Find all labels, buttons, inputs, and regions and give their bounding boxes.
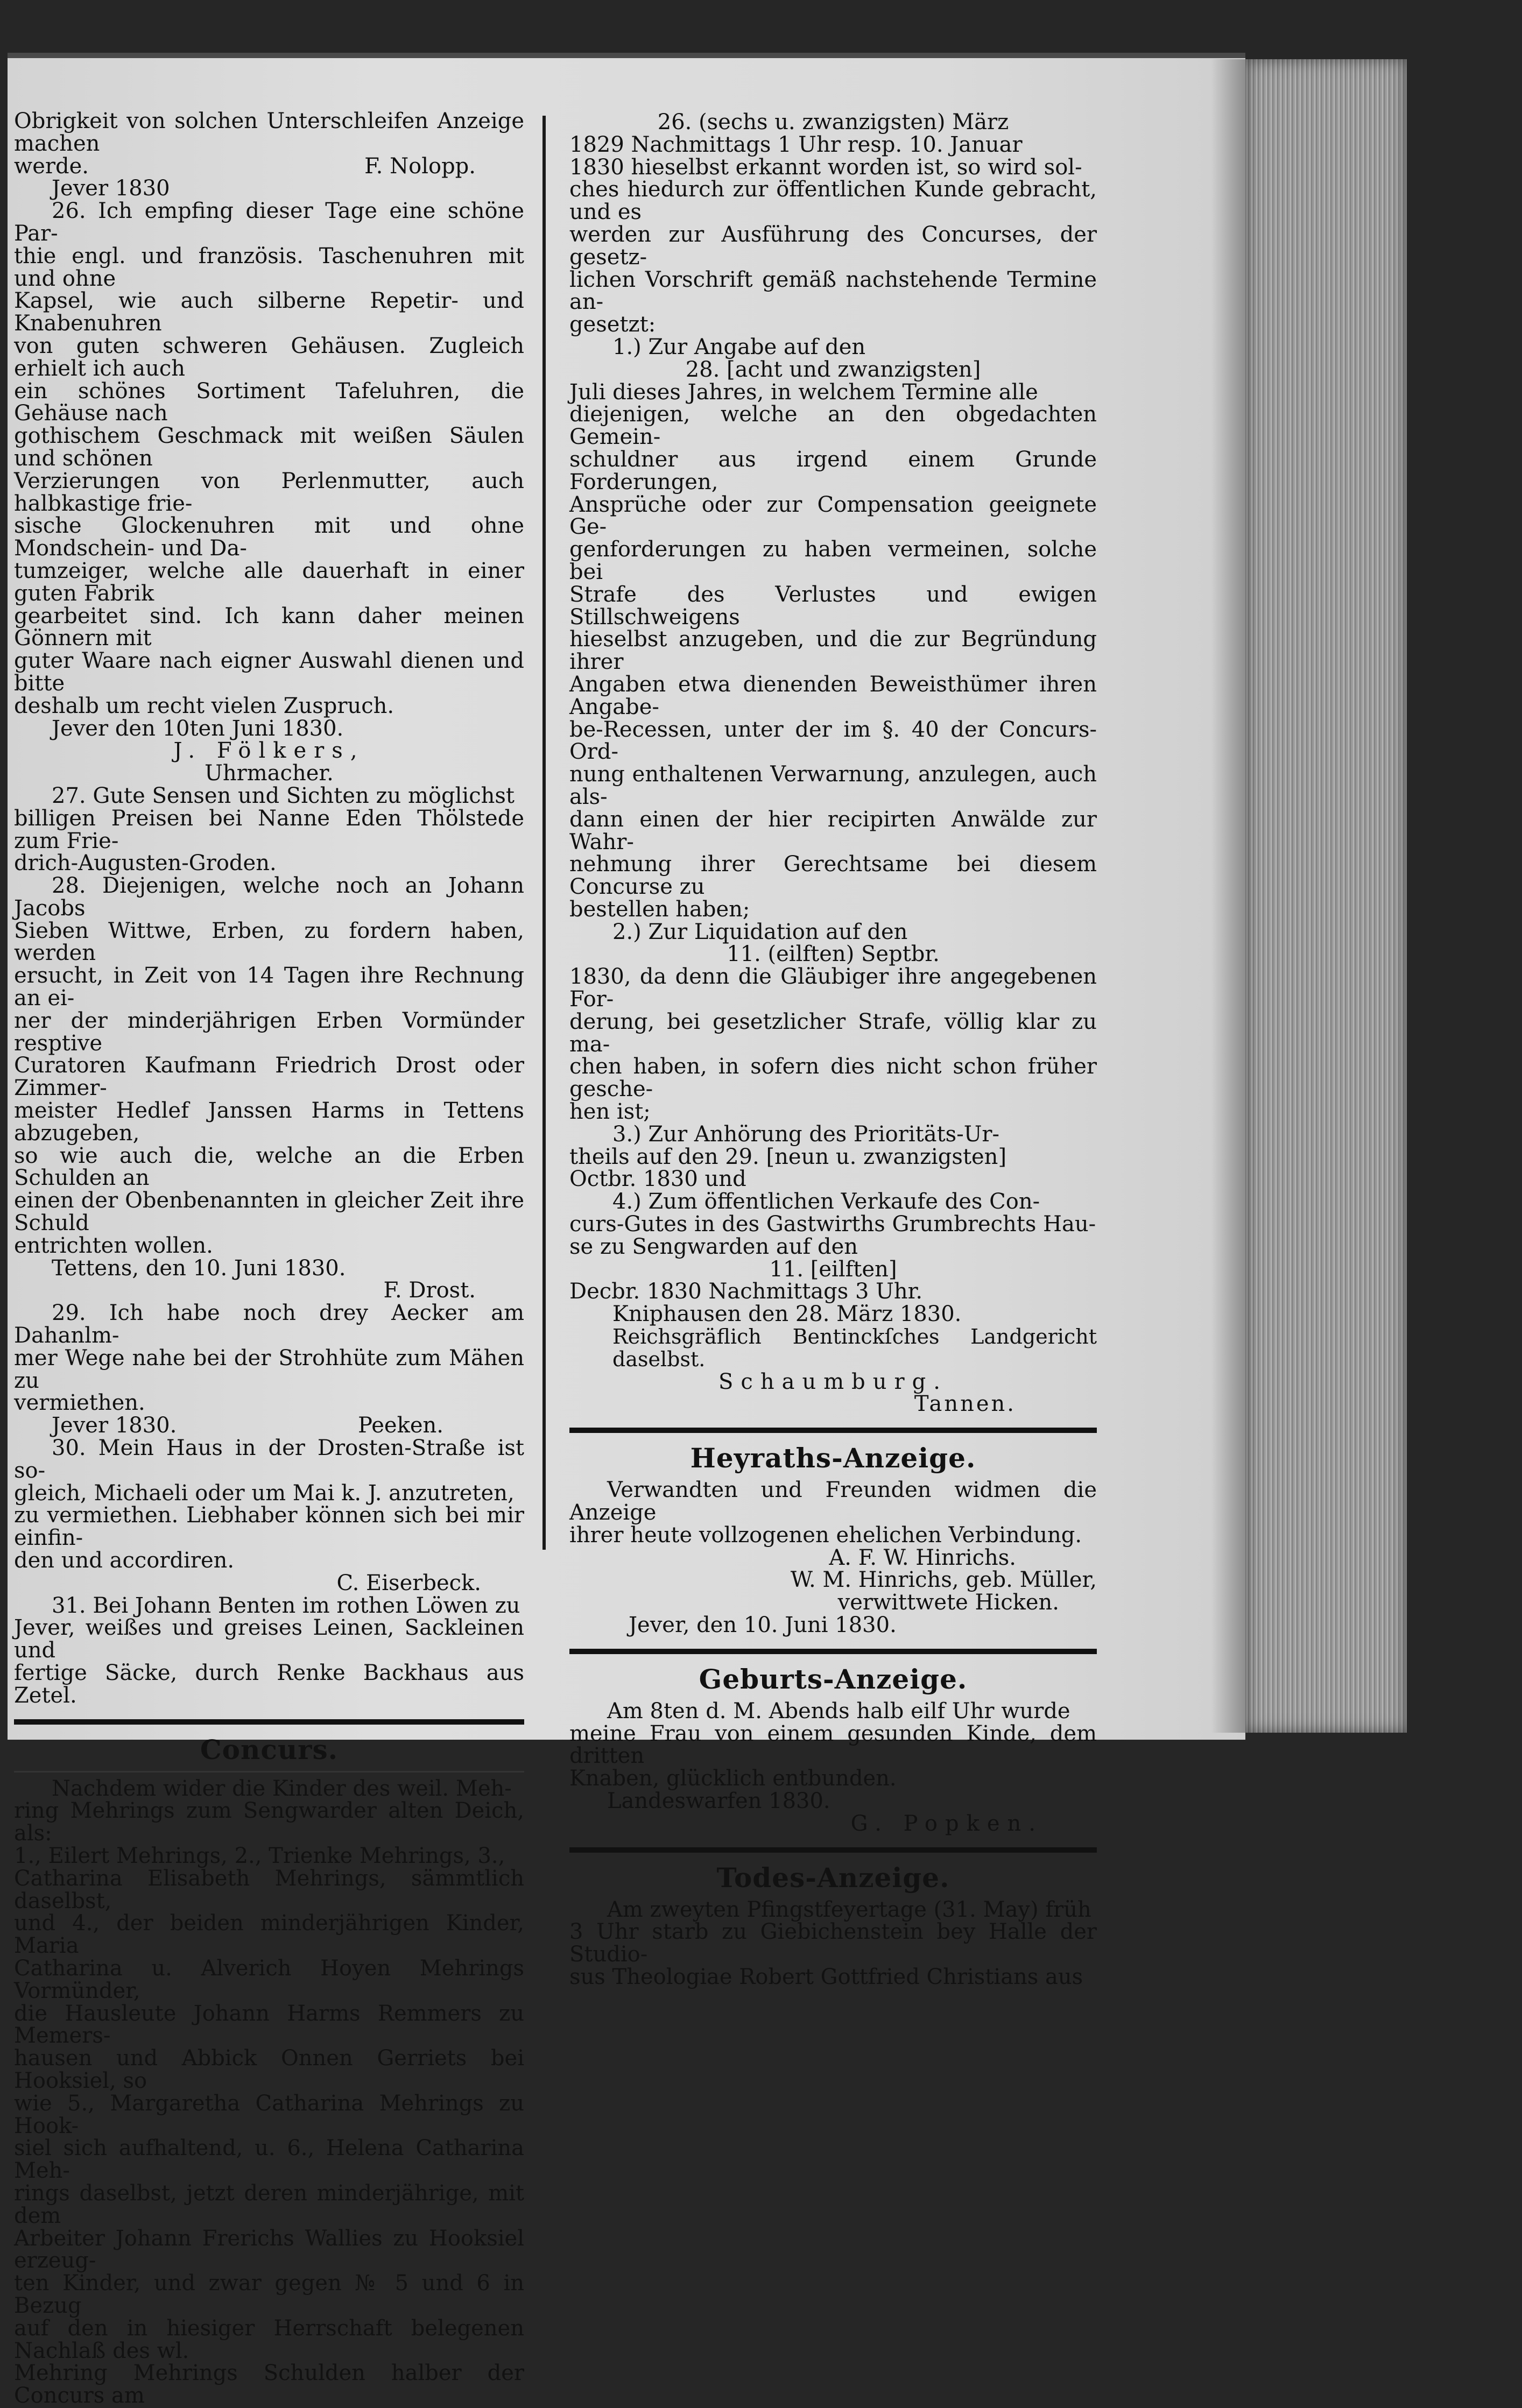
text-line: tumzeiger, welche alle dauerhaft in einer guten Fabrik [14,558,524,606]
text-line: den und accordiren. [14,1548,235,1573]
text-line: werde. [14,153,89,179]
page-gutter-shadow [1211,59,1249,1733]
text-line: ches hiedurch zur öffentlichen Kunde gebracht, und es [569,177,1097,225]
right-column [569,111,1097,1989]
text-line: 11. [eilften] [769,1256,897,1282]
text-line: nung enthaltenen Verwarnung, anzulegen, auch als- [569,762,1097,809]
text-line: 1.) Zur Angabe auf den [612,334,866,359]
text-line: dann einen der hier recipirten Anwälde zur Wahr- [569,807,1097,855]
text-line: Jever, weißes und greises Leinen, Sackleinen und [14,1615,524,1663]
text-line: deshalb um recht vielen Zuspruch. [14,693,394,718]
signature: F. Drost. [383,1278,476,1303]
section-heading-concurs: Concurs. [200,1733,339,1766]
text-line: gleich, Michaeli oder um Mai k. J. anzutreten, [14,1480,515,1506]
text-line: Tettens, den 10. Juni 1830. [52,1255,346,1281]
section-divider [14,1771,524,1773]
signature-title: Uhrmacher. [205,761,334,786]
text-line: Am zweyten Pfingstfeyertage (31. May) früh [607,1897,1091,1922]
text-line: Verwandten und Freunden widmen die Anzeige [569,1478,1097,1526]
text-line: diejenigen, welche an den obgedachten Gemein- [569,402,1097,450]
text-line: 27. Gute Sensen und Sichten zu möglichst [52,783,515,808]
text-line: ten Kinder, und zwar gegen № 5 und 6 in Bezug [14,2271,524,2318]
signature: Tannen. [914,1392,1016,1417]
section-heading-todes: Todes-Anzeige. [716,1861,950,1894]
text-line: Kapsel, wie auch silberne Repetir- und Knabenuhren [14,288,524,336]
text-line: 29. Ich habe noch drey Aecker am Dahanlm- [14,1301,524,1348]
text-line: werden zur Ausführung des Concurses, der gesetz- [569,222,1097,270]
signature: J. Fölkers, [173,738,365,764]
text-line: Jever 1830. [52,1413,177,1438]
text-line: 26. Ich empfing dieser Tage eine schöne Par- [14,199,524,246]
text-line: hen ist; [569,1099,651,1125]
text-line: Arbeiter Johann Frerichs Wallies zu Hooksiel erzeug- [14,2226,524,2273]
text-line: Catharina Elisabeth Mehrings, sämmtlich daselbst, [14,1866,524,1913]
text-line: Nachdem wider die Kinder des weil. Meh- [52,1776,512,1801]
text-line: Angaben etwa dienenden Beweisthümer ihren Angabe- [569,672,1097,719]
text-line: wie 5., Margaretha Catharina Mehrings zu Hook- [14,2091,524,2138]
text-line: Reichsgräflich Bentinckſches Landgericht daselbst. [612,1325,1097,1371]
text-line: Mehring Mehrings Schulden halber der Concurs am [14,2361,524,2408]
text-line: Knaben, glücklich entbunden. [569,1766,897,1791]
signature: F. Nolopp. [364,153,476,179]
text-line: se zu Sengwarden auf den [569,1234,858,1259]
text-line: 30. Mein Haus in der Drosten-Straße ist so- [14,1436,524,1483]
signature: G. Popken. [850,1811,1043,1836]
text-line: und 4., der beiden minderjährigen Kinder, Maria [14,1911,524,1959]
section-divider [14,1719,524,1725]
text-line: rings daselbst, jetzt deren minderjährige, mit dem [14,2180,524,2228]
text-line: nehmung ihrer Gerechtsame bei diesem Concurse zu [569,852,1097,900]
signature: C. Eiserbeck. [336,1570,481,1595]
signature: W. M. Hinrichs, geb. Müller, [790,1567,1097,1593]
signature: verwittwete Hicken. [837,1590,1059,1615]
text-line: ein schönes Sortiment Tafeluhren, die Gehäuse nach [14,378,524,426]
section-divider [569,1847,1097,1853]
text-line: Am 8ten d. M. Abends halb eilf Uhr wurde [607,1698,1070,1724]
text-line: 28. [acht und zwanzigsten] [685,357,981,382]
text-line: gothischem Geschmack mit weißen Säulen und schönen [14,423,524,471]
text-line: Ansprüche oder zur Compensation geeignete Ge- [569,492,1097,540]
text-line: Jever 1830 [52,176,170,201]
text-line: Catharina u. Alverich Hoyen Mehrings Vormünder, [14,1955,524,2003]
left-column [14,110,524,2407]
section-divider [569,1428,1097,1433]
text-line: Strafe des Verlustes und ewigen Stillschweigens [569,582,1097,630]
text-line: einen der Obenbenannten in gleicher Zeit ihre Schuld [14,1188,524,1236]
text-line: theils auf den 29. [neun u. zwanzigsten] [569,1144,1007,1169]
text-line: 2.) Zur Liquidation auf den [612,919,908,944]
text-line: 1830, da denn die Gläubiger ihre angegebenen For- [569,964,1097,1012]
text-line: siel sich aufhaltend, u. 6., Helena Catharina Meh- [14,2136,524,2184]
text-line: mer Wege nahe bei der Strohhüte zum Mähen zu [14,1345,524,1393]
text-line: die Hausleute Johann Harms Remmers zu Memers- [14,2001,524,2049]
text-line: chen haben, in sofern dies nicht schon früher gesche- [569,1054,1097,1102]
text-line: 31. Bei Johann Benten im rothen Löwen zu [52,1593,520,1618]
text-line: Decbr. 1830 Nachmittags 3 Uhr. [569,1279,923,1304]
text-line: bestellen haben; [569,896,750,922]
text-line: 1., Eilert Mehrings, 2., Trienke Mehrings, 3., [14,1843,505,1868]
text-line: 26. (sechs u. zwanzigsten) März [657,110,1009,135]
text-line: Jever, den 10. Juni 1830. [629,1613,897,1637]
text-line: derung, bei gesetzlicher Strafe, völlig klar zu ma- [569,1009,1097,1057]
text-line: Octbr. 1830 und [569,1167,746,1192]
text-line: ring Mehrings zum Sengwarder alten Deich, als: [14,1798,524,1846]
text-line: meister Hedlef Janssen Harms in Tettens abzugeben, [14,1098,524,1146]
text-line: sische Glockenuhren mit und ohne Mondschein- und Da- [14,513,524,561]
text-line: be-Recessen, unter der im §. 40 der Concurs-Ord- [569,717,1097,765]
signature: Peeken. [358,1413,443,1438]
text-line: Kniphausen den 28. März 1830. [612,1302,962,1327]
text-line: 1830 hieselbst erkannt worden ist, so wird sol- [569,154,1082,180]
section-heading-geburts: Geburts-Anzeige. [699,1663,968,1695]
text-line: hieselbst anzugeben, und die zur Begründung ihrer [569,627,1097,675]
text-line: Juli dieses Jahres, in welchem Termine alle [569,379,1038,405]
text-line: Obrigkeit von solchen Unterschleifen Anzeige machen [14,109,524,156]
text-line: ner der minderjährigen Erben Vormünder resptive [14,1008,524,1056]
text-line: thie engl. und französis. Taschenuhren mit und ohne [14,243,524,291]
text-line: meine Frau von einem gesunden Kinde, dem dritten [569,1721,1097,1769]
text-line: zu vermiethen. Liebhaber können sich bei mir einfin- [14,1503,524,1551]
text-line: Curatoren Kaufmann Friedrich Drost oder Zimmer- [14,1053,524,1101]
text-line: 4.) Zum öffentlichen Verkaufe des Con- [612,1189,1040,1214]
signature: A. F. W. Hinrichs. [829,1545,1016,1570]
text-line: 28. Diejenigen, welche noch an Johann Jacobs [14,873,524,921]
text-line: guter Waare nach eigner Auswahl dienen und bitte [14,648,524,696]
text-line: ihrer heute vollzogenen ehelichen Verbindung. [569,1522,1082,1548]
text-line: drich-Augusten-Groden. [14,851,277,876]
section-divider [569,1649,1097,1654]
section-heading-heyraths: Heyraths-Anzeige. [690,1442,976,1474]
text-line: genforderungen zu haben vermeinen, solche bei [569,537,1097,584]
text-line: gesetzt: [569,312,656,337]
text-line: 11. (eilften) Septbr. [727,942,940,967]
book-page-edges [1245,59,1407,1733]
text-line: 1829 Nachmittags 1 Uhr resp. 10. Januar [569,132,1023,157]
text-line: lichen Vorschrift gemäß nachstehende Termine an- [569,267,1097,315]
text-line: von guten schweren Gehäusen. Zugleich erhielt ich auch [14,333,524,381]
text-line: Verzierungen von Perlenmutter, auch halbkastige frie- [14,468,524,516]
text-line-group [14,153,524,179]
text-line: hausen und Abbick Onnen Gerriets bei Hooksiel, so [14,2046,524,2093]
text-line: 3 Uhr starb zu Giebichenstein bey Halle der Studio- [569,1919,1097,1967]
text-line: 3.) Zur Anhörung des Prioritäts-Ur- [612,1121,1000,1147]
column-divider [542,116,546,1550]
text-line: gearbeitet sind. Ich kann daher meinen Gönnern mit [14,603,524,651]
text-line: Sieben Wittwe, Erben, zu fordern haben, werden [14,918,524,966]
text-line: vermiethen. [14,1390,145,1416]
text-line: Jever den 10ten Juni 1830. [52,716,344,741]
text-line: auf den in hiesiger Herrschaft belegenen Nachlaß des wl. [14,2315,524,2363]
text-line: schuldner aus irgend einem Grunde Forderungen, [569,447,1097,495]
text-line: Landeswarfen 1830. [607,1788,830,1813]
text-line: billigen Preisen bei Nanne Eden Thölstede zum Frie- [14,806,524,853]
text-line: so wie auch die, welche an die Erben Schulden an [14,1143,524,1191]
text-line-group [14,1415,524,1437]
text-line: ersucht, in Zeit von 14 Tagen ihre Rechnung an ei- [14,963,524,1011]
text-line: entrichten wollen. [14,1233,213,1258]
text-line: sus Theologiae Robert Gottfried Christians aus [569,1964,1083,1989]
text-line: curs-Gutes in des Gastwirths Grumbrechts Hau- [569,1212,1096,1237]
signature: Schaumburg. [718,1369,948,1394]
text-line: fertige Säcke, durch Renke Backhaus aus Zetel. [14,1660,524,1708]
